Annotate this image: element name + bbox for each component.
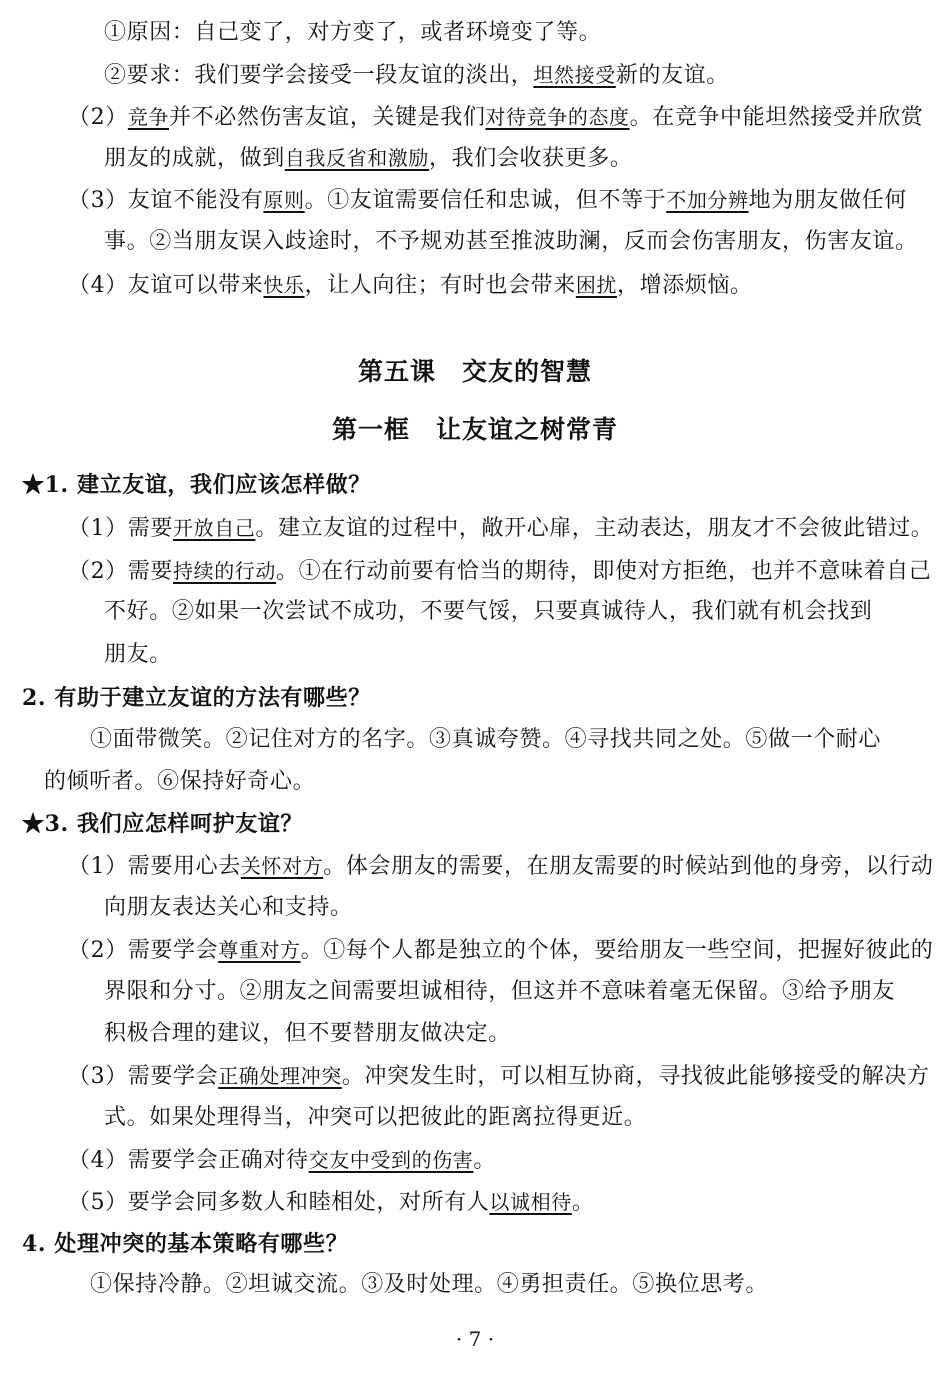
text: 。体会朋友的需要，在朋友需要的时候站到他的身旁，以行动 — [323, 854, 934, 879]
text: 。①友谊需要信任和忠诚，但不等于 — [304, 188, 667, 213]
text: ②要求：我们要学会接受一段友谊的淡出， — [104, 63, 534, 88]
text: （4）需要学会正确对待 — [68, 1148, 309, 1173]
text: 地为朋友做任何 — [748, 188, 907, 213]
text: 界限和分寸。②朋友之间需要坦诚相待，但这并不意味着毫无保留。③给予朋友 — [104, 979, 896, 1004]
section-title: 第一框 让友谊之树常青 — [331, 415, 618, 444]
text: 事。②当朋友误入歧途时，不予规劝甚至推波助澜，反而会伤害朋友，伤害友谊。 — [104, 229, 918, 254]
underlined-answer: 以诚相待 — [489, 1190, 572, 1214]
text: 。①在行动前要有恰当的期待，即使对方拒绝，也并不意味着自己 — [276, 559, 932, 584]
text-line — [104, 227, 918, 257]
text: （5）要学会同多数人和睦相处，对所有人 — [68, 1190, 490, 1215]
text-line — [104, 60, 729, 91]
text: 并不必然伤害友谊，关键是我们 — [169, 105, 486, 130]
text: ①保持冷静。②坦诚交流。③及时处理。④勇担责任。⑤换位思考。 — [90, 1272, 769, 1297]
text: 。 — [473, 1148, 497, 1173]
underlined-answer: 持续的行动 — [173, 559, 276, 583]
text: 向朋友表达关心和支持。 — [104, 895, 353, 920]
text-line — [104, 893, 353, 923]
underlined-answer: 对待竞争的态度 — [485, 105, 630, 129]
text-line — [90, 725, 881, 755]
underlined-answer: 自我反省和激励 — [284, 146, 430, 170]
underlined-answer: 快乐 — [263, 273, 305, 297]
text-line — [68, 1187, 594, 1218]
text: 新的友谊。 — [615, 63, 729, 88]
text: 。冲突发生时，可以相互协商，寻找彼此能够接受的解决方 — [341, 1064, 930, 1089]
text-line — [104, 640, 172, 670]
underlined-answer: 原则 — [263, 188, 305, 212]
underlined-answer: 正确处理冲突 — [218, 1064, 342, 1088]
text: 。①每个人都是独立的个体，要给朋友一些空间，把握好彼此的 — [300, 938, 934, 963]
text-line — [104, 1019, 511, 1049]
underlined-answer: 开放自己 — [173, 516, 256, 540]
text: 。 — [571, 1190, 595, 1215]
underlined-answer: 尊重对方 — [218, 938, 301, 962]
text: （1）需要 — [68, 516, 173, 541]
text: （4）友谊可以带来 — [68, 273, 264, 298]
text: 式。如果处理得当，冲突可以把彼此的距离拉得更近。 — [104, 1105, 647, 1130]
text: 。在竞争中能坦然接受并欣赏 — [629, 105, 924, 130]
page-number: · 7 · — [455, 1327, 495, 1351]
text: ①面带微笑。②记住对方的名字。③真诚夸赞。④寻找共同之处。⑤做一个耐心 — [90, 727, 882, 752]
underlined-answer: 困扰 — [575, 273, 618, 297]
text-line — [104, 18, 601, 48]
text: （2） — [68, 105, 128, 130]
question-2: 2. 有助于建立友谊的方法有哪些？ — [22, 685, 371, 711]
text-line — [68, 513, 933, 544]
question-3: ★3. 我们应怎样呵护友谊？ — [22, 811, 304, 837]
text-line — [44, 767, 315, 797]
underlined-answer: 坦然接受 — [533, 63, 616, 87]
underlined-answer: 关怀对方 — [240, 854, 324, 878]
text: （3）友谊不能没有 — [68, 188, 264, 213]
text: ，我们会收获更多。 — [429, 146, 633, 171]
text: 不好。②如果一次尝试不成功，不要气馁，只要真诚待人，我们就有机会找到 — [104, 599, 873, 624]
underlined-answer: 不加分辨 — [666, 188, 749, 212]
text-line — [68, 1061, 929, 1092]
text-line — [68, 102, 923, 133]
text-line — [68, 1145, 496, 1176]
text: 积极合理的建议，但不要替朋友做决定。 — [104, 1021, 511, 1046]
text-line — [68, 270, 753, 301]
text: （2）需要学会 — [68, 938, 219, 963]
text-line — [68, 556, 931, 587]
text: ①原因：自己变了，对方变了，或者环境变了等。 — [104, 20, 602, 45]
text: （3）需要学会 — [68, 1064, 219, 1089]
text-line — [104, 597, 872, 627]
text: 朋友的成就，做到 — [104, 146, 285, 171]
text: 朋友。 — [104, 642, 172, 667]
question-1: ★1. 建立友谊，我们应该怎样做？ — [22, 472, 371, 498]
text-line — [68, 935, 933, 966]
text: ，增添烦恼。 — [617, 273, 753, 298]
text-line — [90, 1270, 768, 1300]
text-line — [104, 1103, 646, 1133]
text: ，让人向往；有时也会带来 — [304, 273, 576, 298]
text-line — [104, 977, 895, 1007]
text-line — [104, 143, 632, 174]
text: 。建立友谊的过程中，敞开心扉，主动表达，朋友才不会彼此错过。 — [255, 516, 934, 541]
underlined-answer: 竞争 — [127, 105, 170, 129]
text-line — [68, 185, 907, 216]
text: 的倾听者。⑥保持好奇心。 — [44, 769, 316, 794]
lesson-title: 第五课 交友的智慧 — [357, 357, 592, 386]
text-line — [68, 851, 933, 882]
text: （1）需要用心去 — [68, 854, 241, 879]
question-4: 4. 处理冲突的基本策略有哪些？ — [22, 1231, 349, 1257]
text: （2）需要 — [68, 559, 173, 584]
underlined-answer: 交友中受到的伤害 — [308, 1148, 474, 1172]
